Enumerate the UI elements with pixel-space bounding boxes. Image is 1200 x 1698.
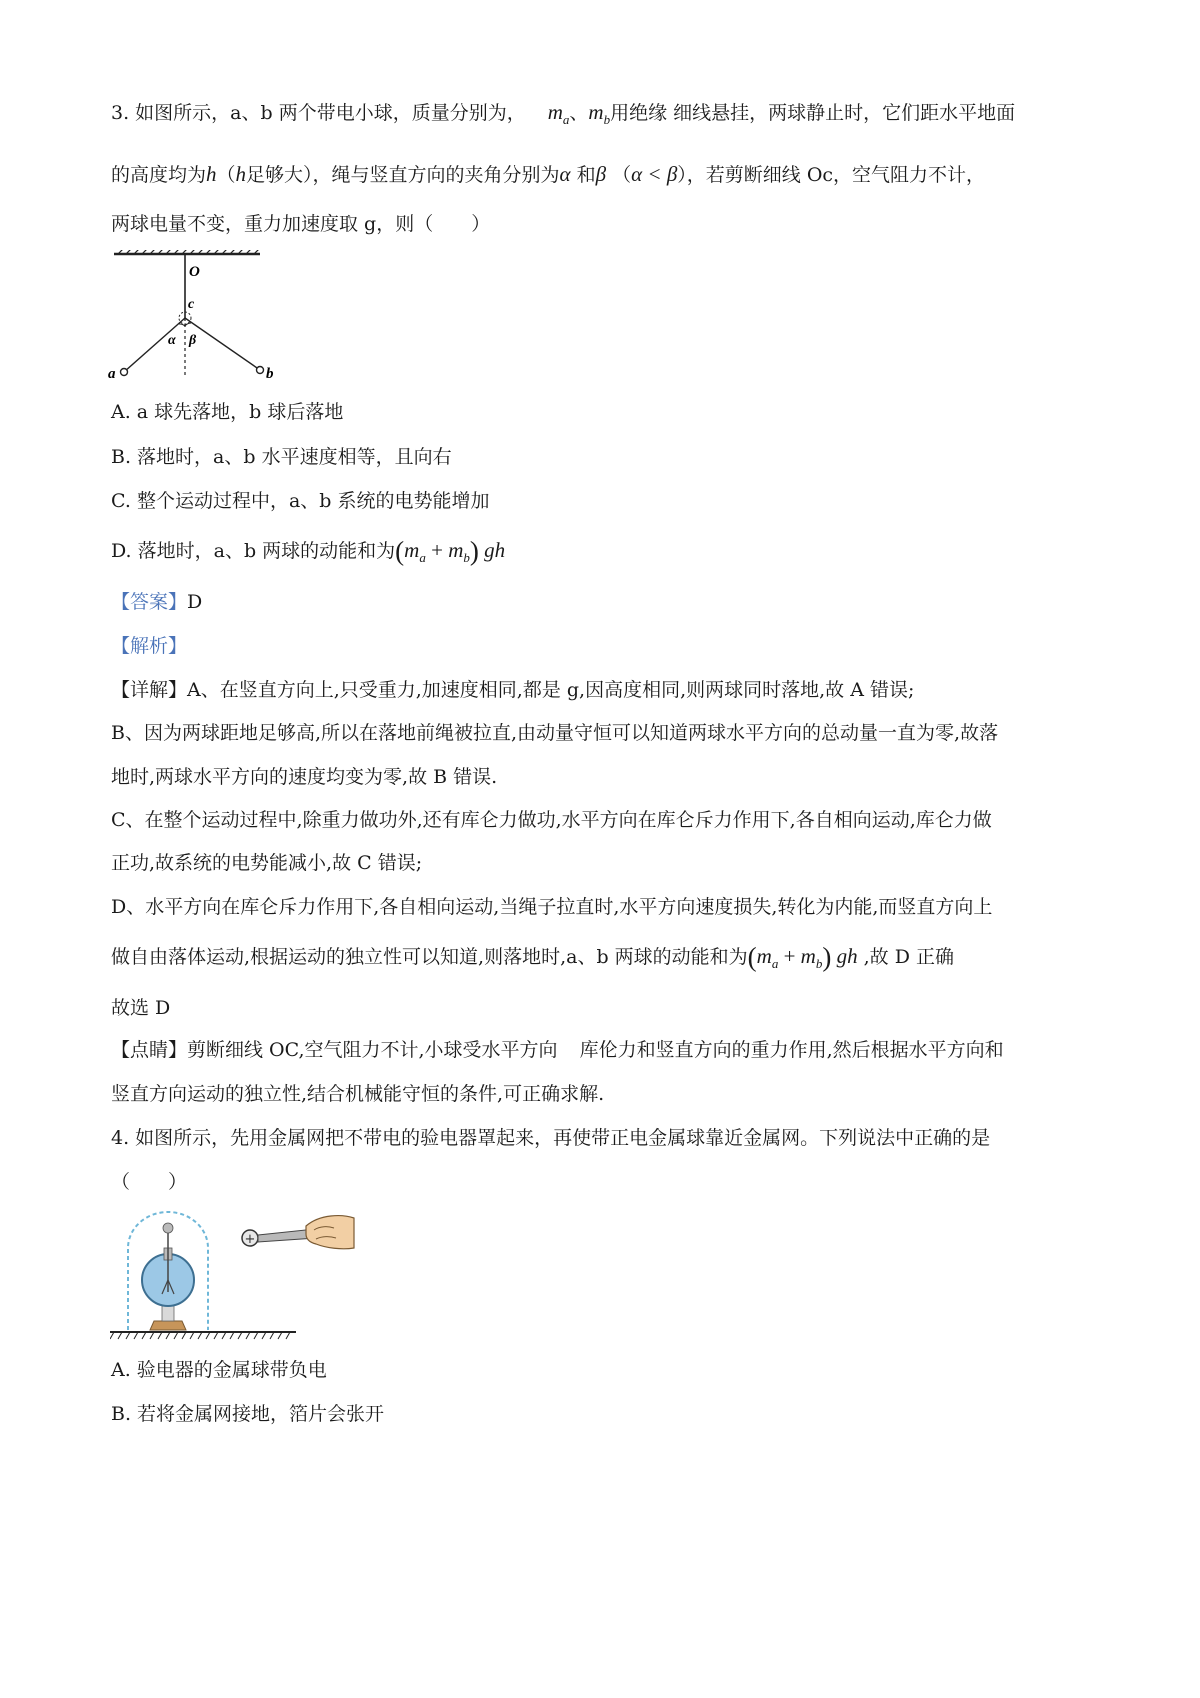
q3-stem-line1: [111, 98, 1015, 134]
q3-option-c: C. 整个运动过程中，a、b 系统的电势能增加: [111, 490, 490, 512]
height-symbol: h: [206, 162, 217, 186]
left-paren: (: [395, 536, 405, 566]
electroscope-ball: [163, 1223, 173, 1233]
q3-stem-text: 3. 如图所示，a、b 两个带电小球，质量分别为，: [111, 102, 526, 124]
detail-line-7: [111, 942, 954, 978]
option-d-text: D. 落地时，a、b 两球的动能和为: [111, 540, 396, 562]
pendulum-figure: [108, 250, 308, 390]
right-paren: ): [822, 942, 832, 972]
plus-sign: +: [244, 1232, 256, 1247]
detail-line-1: 【详解】A、在竖直方向上,只受重力,加速度相同,都是 g,因高度相同,则两球同时落地,故 A 错误;: [111, 679, 915, 701]
detail-line-8: 故选 D: [111, 997, 171, 1019]
angle-inequality: α < β: [631, 162, 678, 186]
electroscope-figure: [110, 1208, 360, 1346]
ball-b: [257, 367, 264, 374]
q3-stem-text: 和: [570, 164, 596, 186]
q3-stem-text: （: [606, 164, 632, 186]
expr-m2: m: [448, 538, 464, 562]
mass-b-subscript: b: [603, 112, 611, 127]
mass-a-symbol: m: [547, 100, 563, 124]
label-b: b: [266, 366, 274, 382]
expr-gh: gh: [831, 944, 858, 968]
expr-plus: +: [425, 538, 449, 562]
left-paren: (: [747, 942, 757, 972]
answer-line: [111, 588, 202, 616]
detail-line-6: D、水平方向在库仑斥力作用下,各自相向运动,当绳子拉直时,水平方向速度损失,转化为内能,而竖直方向上: [111, 896, 993, 918]
separator: 、: [569, 102, 589, 124]
comment-line-1: [111, 1036, 1004, 1064]
expr-m1: m: [404, 538, 420, 562]
expr-m1: m: [756, 944, 772, 968]
mass-b-symbol: m: [588, 100, 604, 124]
comment-line-2: 竖直方向运动的独立性,结合机械能守恒的条件,可正确求解.: [111, 1083, 605, 1105]
height-symbol: h: [235, 162, 247, 186]
detail-text: 做自由落体运动,根据运动的独立性可以知道,则落地时,a、b 两球的动能和为: [111, 946, 748, 968]
right-paren: ): [469, 536, 479, 566]
energy-expression-2: [747, 942, 858, 972]
detail-line-4: C、在整个运动过程中,除重力做功外,还有库仑力做功,水平方向在库仑斥力作用下,各自相向运动,库仑力做: [111, 809, 992, 831]
q3-option-d: [111, 536, 505, 572]
q3-stem-line2: [111, 160, 985, 189]
q3-stem-text: 的高度均为: [111, 164, 207, 186]
mass-a: [547, 100, 570, 127]
label-a: a: [108, 366, 116, 382]
label-alpha: α: [168, 333, 176, 348]
expr-sub-b: b: [815, 956, 823, 971]
q3-stem-text: ），若剪断细线 Oc，空气阻力不计，: [677, 164, 986, 186]
expr-gh: gh: [478, 538, 506, 562]
q3-option-a: A. a 球先落地，b 球后落地: [111, 401, 344, 423]
detail-text-end: ,故 D 正确: [857, 946, 954, 968]
q4-option-a: A. 验电器的金属球带负电: [111, 1359, 327, 1381]
comment-text-cont: 库伦力和竖直方向的重力作用,然后根据水平方向和: [579, 1039, 1004, 1061]
answer-value: D: [187, 591, 203, 613]
q3-stem-text: 足够大），绳与竖直方向的夹角分别为: [246, 164, 560, 186]
q4-stem-line2: （ ）: [111, 1171, 188, 1193]
label-c: c: [188, 297, 195, 312]
answer-label: 【答案】: [111, 591, 188, 613]
label-beta: β: [189, 333, 197, 348]
expr-plus: +: [778, 944, 801, 968]
hand-icon: [306, 1216, 354, 1249]
q3-stem-text: （: [216, 164, 236, 186]
comment-text: 【点睛】剪断细线 OC,空气阻力不计,小球受水平方向: [111, 1039, 558, 1061]
detail-line-2: B、因为两球距地足够高,所以在落地前绳被拉直,由动量守恒可以知道两球水平方向的总动量一直为零,故落: [111, 722, 999, 744]
detail-line-3: 地时,两球水平方向的速度均变为零,故 B 错误.: [111, 766, 498, 788]
expr-sub-b: b: [463, 550, 470, 565]
label-o: O: [189, 264, 200, 280]
expr-sub-a: a: [419, 550, 426, 565]
expr-m2: m: [800, 944, 816, 968]
ball-a: [121, 369, 128, 376]
q3-stem-text-cont: 用绝缘 细线悬挂，两球静止时，它们距水平地面: [610, 102, 1016, 124]
q3-option-b: B. 落地时，a、b 水平速度相等，且向右: [111, 446, 452, 468]
alpha-symbol: α: [559, 162, 571, 186]
mass-a-subscript: a: [562, 112, 570, 127]
q3-stem-line3: 两球电量不变，重力加速度取 g，则（ ）: [111, 213, 491, 235]
analysis-label: 【解析】: [111, 635, 188, 657]
q4-stem-line1: 4. 如图所示，先用金属网把不带电的验电器罩起来，再使带正电金属球靠近金属网。下列说法中正确的是: [111, 1127, 991, 1149]
energy-expression: [395, 536, 506, 566]
expr-sub-a: a: [771, 956, 779, 971]
beta-symbol: β: [595, 162, 607, 186]
detail-line-5: 正功,故系统的电势能减小,故 C 错误;: [111, 852, 423, 874]
q4-option-b: B. 若将金属网接地，箔片会张开: [111, 1403, 385, 1425]
mass-b: [588, 100, 611, 127]
